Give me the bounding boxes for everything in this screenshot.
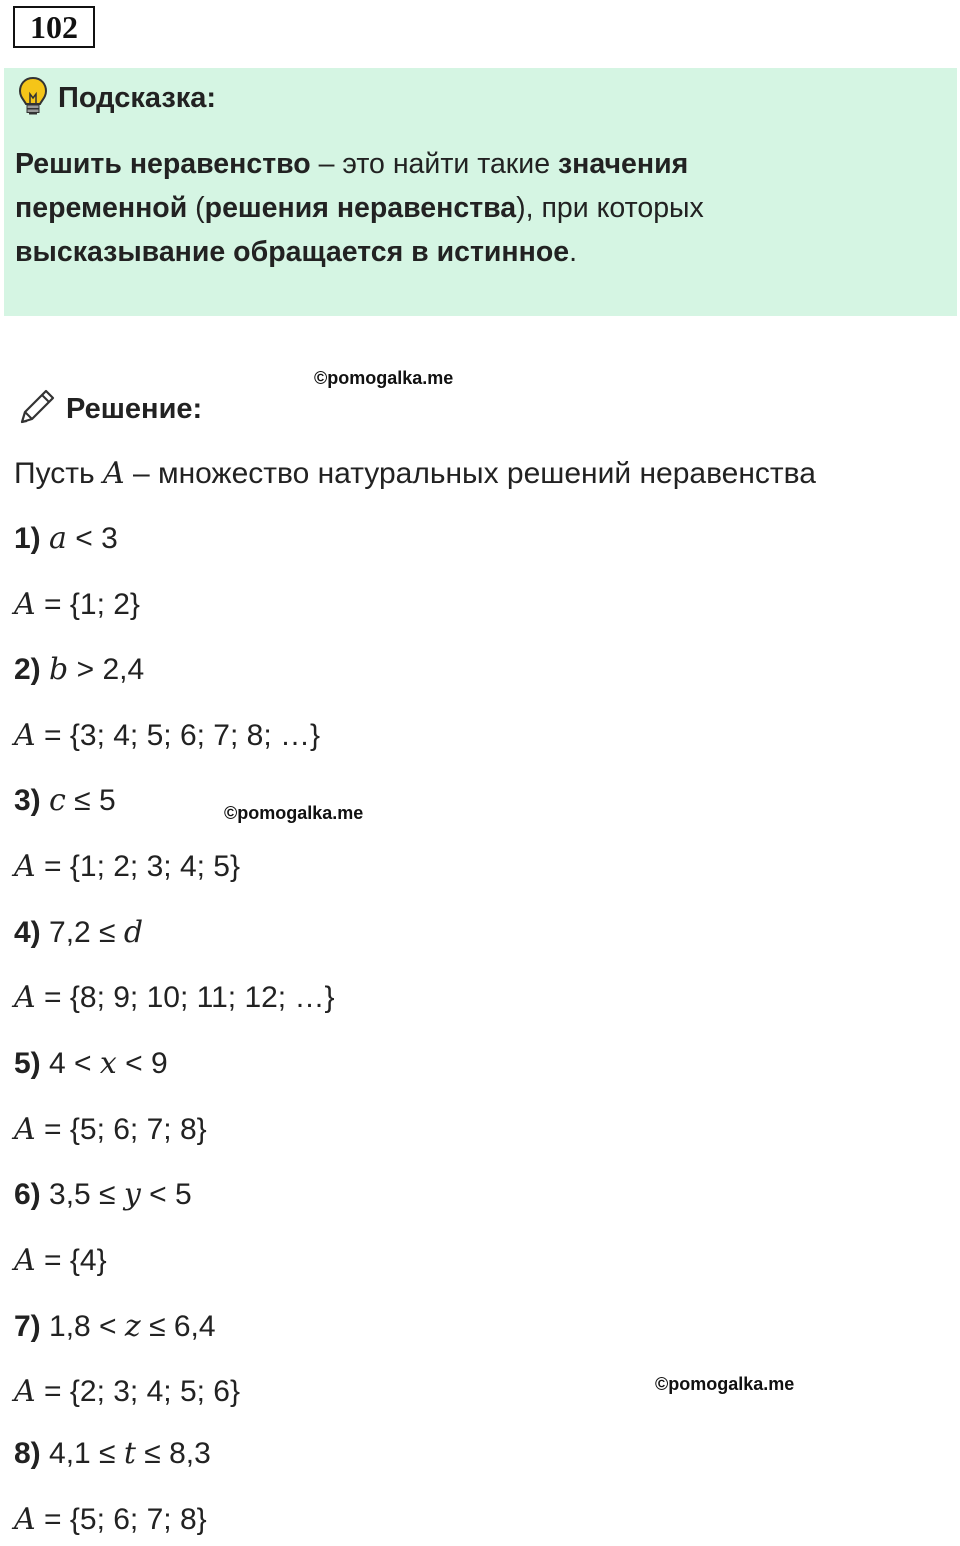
set-value: = {8; 9; 10; 11; 12; …} — [35, 981, 335, 1014]
answer-set-8 — [14, 1502, 207, 1537]
item-label: 3) — [14, 784, 41, 817]
answer-set-5 — [14, 1112, 207, 1147]
pencil-icon — [16, 386, 58, 433]
expr-part: 4,1 ≤ — [40, 1437, 124, 1470]
intro-text: – множество натуральных решений неравенства — [124, 457, 816, 490]
solution-intro — [14, 456, 816, 491]
item-label: 1) — [14, 522, 41, 555]
set-variable: A — [14, 849, 36, 884]
answer-set-6 — [14, 1243, 107, 1278]
hint-header — [18, 78, 216, 118]
expr-part — [41, 522, 49, 555]
set-variable: A — [102, 456, 125, 491]
set-variable: A — [14, 1374, 36, 1409]
variable: t — [123, 1436, 136, 1471]
set-value: = {5; 6; 7; 8} — [35, 1503, 207, 1536]
set-value: = {4} — [35, 1244, 107, 1277]
watermark: ©pomogalka.me — [655, 1374, 795, 1394]
variable: d — [123, 915, 144, 950]
hint-title: Подсказка: — [58, 81, 217, 114]
inequality-6 — [14, 1177, 192, 1212]
expr-part — [41, 784, 49, 817]
set-variable: A — [14, 980, 36, 1015]
hint-text-part: ( — [187, 192, 205, 224]
expr-part: > 2,4 — [68, 653, 145, 686]
hint-bold-values: значения — [557, 148, 689, 180]
answer-set-4 — [14, 980, 335, 1015]
expr-part: 4 < — [40, 1047, 100, 1080]
expr-part: < 9 — [116, 1047, 168, 1080]
variable: y — [123, 1177, 141, 1212]
set-value: = {1; 2; 3; 4; 5} — [35, 850, 241, 883]
answer-set-2 — [14, 718, 320, 753]
hint-term: Решить неравенство — [15, 148, 311, 180]
answer-set-7 — [14, 1374, 240, 1409]
set-variable: A — [14, 1502, 36, 1537]
inequality-1 — [14, 521, 118, 556]
item-label: 6) — [14, 1178, 41, 1211]
hint-bold-statement: высказывание обращается в истинное — [15, 236, 570, 268]
variable: b — [49, 652, 69, 687]
task-number: 102 — [13, 6, 95, 48]
watermark: ©pomogalka.me — [224, 803, 364, 823]
expr-part: < 5 — [140, 1178, 192, 1211]
variable: c — [49, 783, 66, 818]
inequality-7 — [14, 1309, 216, 1344]
inequality-5 — [14, 1046, 168, 1081]
inequality-8 — [14, 1436, 211, 1471]
item-label: 8) — [14, 1437, 41, 1470]
hint-text-part: – это найти такие — [310, 148, 558, 180]
expr-part: ≤ 8,3 — [135, 1437, 211, 1470]
inequality-3 — [14, 783, 116, 818]
variable: a — [49, 521, 67, 556]
hint-bold-variable: переменной — [15, 192, 188, 224]
hint-bold-solutions: решения неравенства — [204, 192, 517, 224]
set-variable: A — [14, 1243, 36, 1278]
inequality-2 — [14, 652, 144, 687]
set-value: = {1; 2} — [35, 588, 140, 621]
item-label: 7) — [14, 1310, 41, 1343]
answer-set-3 — [14, 849, 240, 884]
item-label: 2) — [14, 653, 41, 686]
item-label: 5) — [14, 1047, 41, 1080]
solution-title: Решение: — [66, 392, 203, 425]
hint-text-part: ), при которых — [516, 192, 704, 224]
solution-header — [16, 386, 202, 432]
item-label: 4) — [14, 916, 41, 949]
hint-text — [15, 142, 915, 274]
set-value: = {2; 3; 4; 5; 6} — [35, 1375, 241, 1408]
expr-part: 7,2 ≤ — [40, 916, 124, 949]
set-variable: A — [14, 718, 36, 753]
lightbulb-icon — [18, 76, 48, 121]
set-value: = {5; 6; 7; 8} — [35, 1113, 207, 1146]
set-variable: A — [14, 587, 36, 622]
inequality-4 — [14, 915, 143, 950]
answer-set-1 — [14, 587, 140, 622]
expr-part: ≤ 6,4 — [140, 1310, 216, 1343]
variable: z — [124, 1309, 141, 1344]
expr-part — [41, 653, 49, 686]
variable: x — [99, 1046, 117, 1081]
expr-part: 3,5 ≤ — [40, 1178, 124, 1211]
expr-part: ≤ 5 — [65, 784, 116, 817]
intro-text: Пусть — [14, 457, 103, 490]
hint-box — [4, 68, 957, 316]
expr-part: < 3 — [66, 522, 118, 555]
set-variable: A — [14, 1112, 36, 1147]
watermark: ©pomogalka.me — [314, 368, 454, 388]
expr-part: 1,8 < — [40, 1310, 125, 1343]
hint-text-part: . — [569, 236, 578, 268]
set-value: = {3; 4; 5; 6; 7; 8; …} — [35, 719, 321, 752]
